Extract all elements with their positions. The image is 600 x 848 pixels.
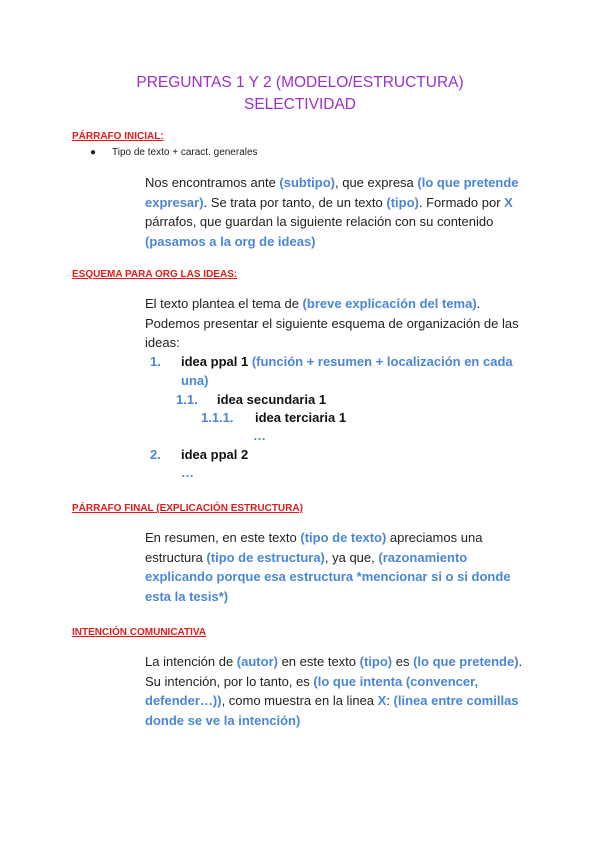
text: apreciamos una estructura: [145, 530, 483, 565]
placeholder: (linea entre comillas donde se ve la intención): [145, 693, 519, 728]
document-title-line1: PREGUNTAS 1 Y 2 (MODELO/ESTRUCTURA): [136, 74, 464, 91]
placeholder: (pasamos a la org de ideas): [145, 233, 316, 249]
bullet-item: [90, 146, 258, 159]
text: El texto plantea el tema de: [145, 296, 303, 311]
list-item-idea-ppal-2: [150, 445, 248, 464]
list-ellipsis: [253, 426, 266, 445]
text: , como muestra en la linea: [221, 693, 378, 708]
placeholder: (tipo): [386, 194, 419, 210]
text: . Su intención, por lo tanto, es: [145, 654, 523, 689]
text: . Formado por: [418, 194, 505, 210]
list-ellipsis: [181, 463, 194, 482]
placeholder: (tipo de estructura): [206, 549, 325, 565]
text: . Podemos presentar el siguiente esquema de organización de las ideas:: [145, 296, 519, 350]
placeholder: (lo que pretende): [413, 654, 519, 669]
placeholder: (función + resumen + localización en cada: [251, 354, 513, 369]
placeholder: (breve explicación del tema): [302, 296, 477, 311]
placeholder: una): [181, 373, 209, 388]
document-title-line2: SELECTIVIDAD: [244, 96, 356, 113]
bullet-text: Tipo de texto + caract. generales: [112, 147, 258, 158]
list-text: idea ppal 2: [181, 447, 249, 462]
heading-parrafo-inicial: PÁRRAFO INICIAL:: [72, 131, 164, 142]
text: . Se trata por tanto, de un texto: [203, 194, 387, 210]
text: , ya que,: [324, 549, 379, 565]
list-number: 1.: [150, 354, 161, 369]
paragraph-inicial: [145, 173, 545, 251]
placeholder: (subtipo): [279, 175, 335, 190]
paragraph-esquema: [145, 294, 525, 353]
list-item-idea-secundaria-1: [176, 390, 326, 409]
list-item-idea-terciaria-1: [201, 408, 346, 427]
placeholder: (tipo): [359, 654, 393, 669]
text: Nos encontramos ante: [145, 175, 280, 190]
placeholder: (lo que intenta (convencer, defender…)): [145, 673, 479, 708]
list-item-idea-ppal-1: [150, 352, 513, 371]
list-number: 1.1.1.: [201, 410, 234, 425]
list-text: idea secundaria 1: [217, 392, 327, 407]
heading-intencion: INTENCIÓN COMUNICATIVA: [72, 627, 207, 638]
ellipsis: …: [181, 465, 194, 480]
text: es: [392, 654, 414, 669]
list-text: idea ppal 1: [181, 354, 252, 369]
text: :: [386, 693, 394, 708]
heading-esquema: ESQUEMA PARA ORG LAS IDEAS:: [72, 269, 238, 280]
list-item-continuation: [181, 371, 208, 390]
text: La intención de: [145, 654, 237, 669]
text: en este texto: [277, 654, 360, 669]
bullet-dot-icon: ●: [90, 147, 97, 158]
placeholder: (lo que pretende expresar): [145, 175, 519, 210]
text: párrafos, que guardan la siguiente relación con su contenido: [145, 214, 494, 229]
placeholder: X: [377, 693, 387, 708]
text: , que expresa: [335, 175, 418, 190]
placeholder: (tipo de texto): [300, 530, 387, 545]
placeholder: (razonamiento explicando porque esa estructura *mencionar si o si donde esta la tesis*): [145, 549, 511, 604]
placeholder: X: [504, 194, 513, 210]
list-number: 1.1.: [176, 392, 198, 407]
text: En resumen, en este texto: [145, 530, 301, 545]
placeholder: (autor): [236, 654, 278, 669]
list-text: idea terciaria 1: [255, 410, 347, 425]
heading-parrafo-final: PÁRRAFO FINAL (EXPLICACIÓN ESTRUCTURA): [72, 503, 303, 514]
paragraph-final: [145, 528, 535, 606]
list-number: 2.: [150, 447, 161, 462]
ellipsis: …: [253, 428, 266, 443]
paragraph-intencion: [145, 652, 535, 730]
